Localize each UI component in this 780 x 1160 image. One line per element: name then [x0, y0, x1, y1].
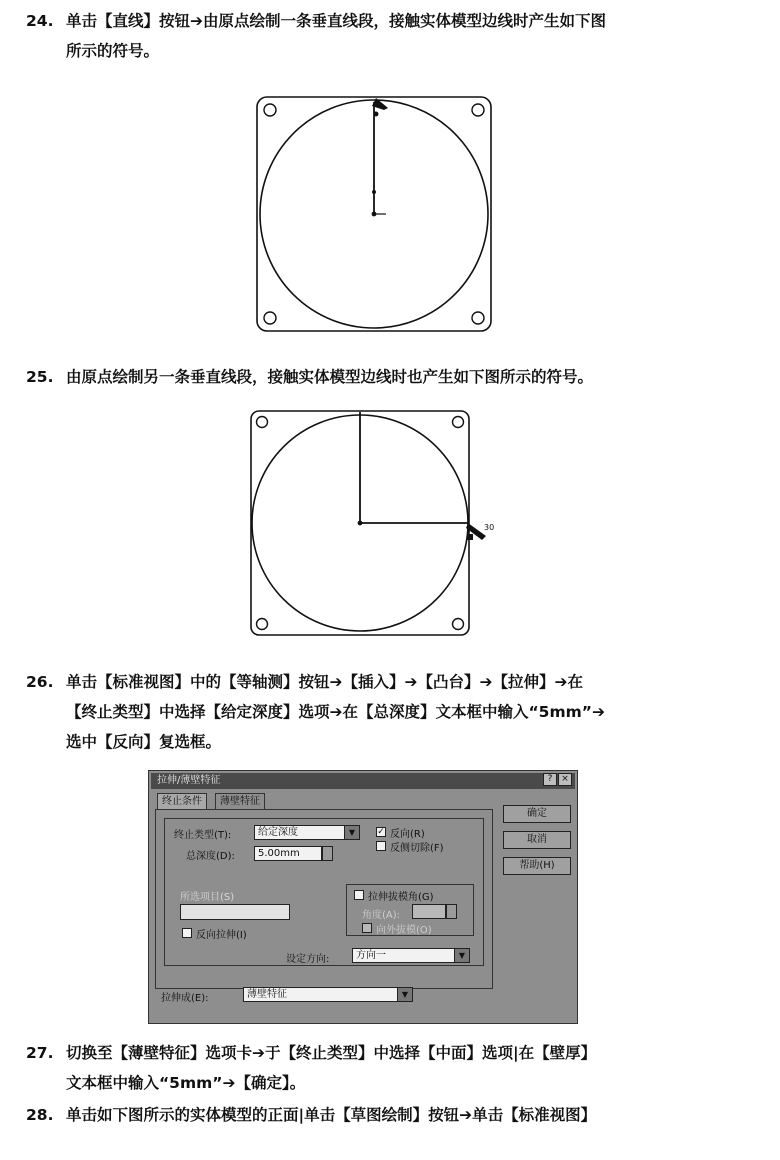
corner-hole-bl	[257, 619, 268, 630]
corner-hole-br	[472, 312, 484, 324]
end-type-label: 终止类型(T):	[174, 830, 232, 841]
angle-label: 30	[484, 523, 495, 532]
direction-select[interactable]	[352, 948, 470, 963]
ok-button[interactable]: 确定	[503, 805, 571, 823]
depth-label: 总深度(D):	[186, 851, 235, 862]
step-27	[26, 1038, 596, 1098]
tab-end-condition[interactable]: 终止条件	[157, 793, 207, 810]
angle-input[interactable]	[412, 904, 446, 919]
reverse-extrude-checkbox[interactable]	[182, 928, 192, 938]
corner-hole-tl	[257, 417, 268, 428]
step-text-continued: 所示的符号。	[66, 42, 160, 60]
selected-items-label: 所选项目(S)	[180, 892, 235, 903]
flip-side-checkbox[interactable]	[376, 841, 386, 851]
extrude-as-value: 薄壁特征	[247, 989, 287, 1000]
help-button[interactable]: 帮助(H)	[503, 857, 571, 875]
step-number: 24.	[26, 12, 54, 30]
step-text: 单击如下图所示的实体模型的正面|单击【草图绘制】按钮➔单击【标准视图】	[66, 1106, 597, 1124]
step-28	[26, 1100, 596, 1130]
chevron-down-icon: ▼	[397, 988, 412, 1001]
reverse-label: 反向(R)	[390, 829, 425, 840]
step-number: 27.	[26, 1044, 54, 1062]
reverse-extrude-label: 反向拉伸(I)	[196, 930, 247, 941]
corner-hole-bl	[264, 312, 276, 324]
step-number: 26.	[26, 673, 54, 691]
step-24	[26, 6, 606, 66]
reverse-checkbox[interactable]: ✓	[377, 827, 385, 837]
end-type-select[interactable]	[254, 825, 360, 840]
extrude-as-label: 拉伸成(E):	[161, 993, 209, 1004]
tab-thin-feature[interactable]: 薄壁特征	[215, 793, 265, 810]
extrude-thin-feature-dialog	[148, 770, 578, 1024]
step-text: 单击【标准视图】中的【等轴测】按钮➔【插入】➔【凸台】➔【拉伸】➔在	[66, 673, 583, 691]
angle-label: 角度(A):	[362, 910, 401, 921]
endpoint-marker	[467, 534, 473, 540]
step-text: 切换至【薄壁特征】选项卡➔于【终止类型】中选择【中面】选项|在【壁厚】	[66, 1044, 597, 1062]
outward-label: 向外拔模(O)	[376, 925, 432, 936]
corner-hole-tl	[264, 104, 276, 116]
chevron-down-icon: ▼	[454, 949, 469, 962]
flip-side-label: 反侧切除(F)	[390, 843, 444, 854]
draft-checkbox[interactable]	[354, 890, 364, 900]
dialog-title: 拉伸/薄壁特征	[151, 773, 575, 789]
step-text: 单击【直线】按钮➔由原点绘制一条垂直线段，接触实体模型边线时产生如下图	[66, 12, 606, 30]
sketch-figure-1	[254, 94, 494, 334]
step-text-continued: 【终止类型】中选择【给定深度】选项➔在【总深度】文本框中输入“5mm”➔	[66, 703, 605, 721]
origin-point	[358, 521, 363, 526]
step-26	[26, 667, 605, 757]
corner-hole-br	[453, 619, 464, 630]
angle-spinner[interactable]	[446, 904, 457, 919]
draft-label: 拉伸拔模角(G)	[368, 892, 434, 903]
selected-items-box[interactable]	[180, 904, 290, 920]
help-icon[interactable]: ?	[543, 773, 557, 786]
line-midpoint	[372, 190, 376, 194]
cancel-button[interactable]: 取消	[503, 831, 571, 849]
sketch-figure-2	[248, 408, 506, 640]
depth-spinner[interactable]	[322, 846, 333, 861]
direction-label: 设定方向:	[286, 954, 330, 965]
endpoint-marker	[374, 112, 379, 117]
corner-hole-tr	[472, 104, 484, 116]
direction-value: 方向一	[356, 950, 386, 961]
step-text: 由原点绘制另一条垂直线段，接触实体模型边线时也产生如下图所示的符号。	[66, 368, 594, 386]
end-type-value: 给定深度	[258, 827, 298, 838]
step-number: 28.	[26, 1106, 54, 1124]
step-number: 25.	[26, 368, 54, 386]
outward-checkbox[interactable]	[362, 923, 372, 933]
close-icon[interactable]: ×	[558, 773, 572, 786]
tab-panel	[155, 809, 493, 989]
corner-hole-tr	[453, 417, 464, 428]
step-text-continued: 文本框中输入“5mm”➔【确定】。	[66, 1074, 306, 1092]
chevron-down-icon: ▼	[344, 826, 359, 839]
extrude-as-select[interactable]	[243, 987, 413, 1002]
step-text-continued: 选中【反向】复选框。	[66, 733, 222, 751]
depth-input[interactable]: 5.00mm	[254, 846, 322, 861]
step-25	[26, 362, 593, 392]
